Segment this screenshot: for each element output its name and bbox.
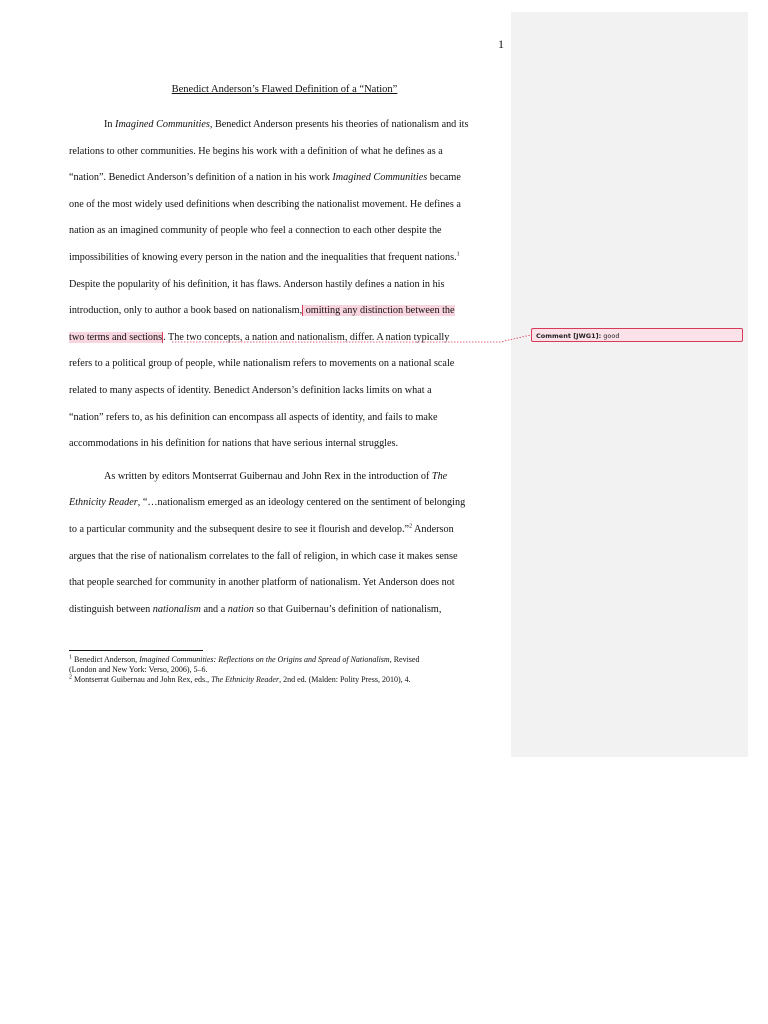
text-line[interactable]: introduction, only to author a book based on nationalism, omitting any distinction between the (69, 305, 455, 317)
footnote-1-continued[interactable]: (London and New York: Verso, 2006), 5–6. (69, 665, 208, 674)
text-line[interactable]: Ethnicity Reader, “…nationalism emerged as an ideology centered on the sentiment of belonging (69, 497, 466, 509)
commented-text-start[interactable]: omitting any distinction between the (303, 305, 455, 317)
footnote-separator (69, 650, 203, 651)
paragraph-1[interactable] (69, 112, 500, 458)
comment-text[interactable]: good (601, 332, 620, 340)
paragraph-2[interactable] (69, 464, 500, 624)
footnote-2[interactable]: $^2$ Montserrat Guibernau and John Rex, eds., The Ethnicity Reader, 2nd ed. (Malden: Polity Press, 2010), 4. (69, 674, 411, 684)
footnote-ref-1[interactable]: 1 (456, 251, 460, 258)
text-line[interactable]: “nation” refers to, as his definition can encompass all aspects of identity, and fails to make (69, 411, 438, 423)
text-line[interactable]: one of the most widely used definitions when describing the nationalist movement. He defines a (69, 198, 461, 210)
text-line[interactable]: relations to other communities. He begins his work with a definition of what he defines as a (69, 145, 443, 157)
text-line[interactable]: refers to a political group of people, while nationalism refers to movements on a national scale (69, 358, 455, 370)
text-line[interactable]: impossibilities of knowing every person in the nation and the inequalities that frequent nations.$^1$ (69, 251, 460, 263)
text-line[interactable]: In Imagined Communities, Benedict Anderson presents his theories of nationalism and its (104, 119, 469, 130)
text-line[interactable]: to a particular community and the subsequent desire to see it flourish and develop.”$^2$ Anderson (69, 523, 454, 535)
footnote-ref-2[interactable]: 2 (409, 523, 413, 530)
document-title[interactable]: Benedict Anderson’s Flawed Definition of a “Nation” (171, 84, 398, 95)
document-body[interactable] (69, 112, 500, 623)
text-line[interactable]: related to many aspects of identity. Benedict Anderson’s definition lacks limits on what a (69, 384, 432, 396)
text-line[interactable]: two terms and sections. The two concepts, a nation and nationalism, differ. A nation typically (69, 331, 450, 343)
commented-text-end[interactable]: two terms and sections (69, 331, 163, 343)
text-line[interactable]: argues that the rise of nationalism correlates to the fall of religion, in which case it makes sense (69, 550, 458, 562)
text-line[interactable]: distinguish between nationalism and a nation so that Guibernau’s definition of nationalism, (69, 603, 442, 615)
text-line[interactable]: accommodations in his definition for nations that have serious internal struggles. (69, 438, 399, 450)
comment-balloon[interactable] (531, 328, 743, 342)
text-line[interactable]: that people searched for community in another platform of nationalism. Yet Anderson does not (69, 577, 455, 589)
text-line[interactable]: “nation”. Benedict Anderson’s definition of a nation in his work Imagined Communities became (69, 172, 461, 184)
footnotes[interactable] (69, 655, 509, 685)
comment-pane (511, 12, 748, 757)
text-line[interactable]: As written by editors Montserrat Guibernau and John Rex in the introduction of The (104, 470, 448, 482)
footnote-1[interactable]: $^1$ Benedict Anderson, Imagined Communities: Reflections on the Origins and Spread of Nationalism, Revised (69, 654, 420, 664)
text-line[interactable]: Despite the popularity of his definition, it has flaws. Anderson hastily defines a nation in his (69, 278, 445, 290)
comment-author-label: Comment [JWG1]: (536, 332, 602, 340)
page-number: 1 (498, 37, 504, 51)
text-line[interactable]: nation as an imagined community of people who feel a connection to each other despite the (69, 225, 442, 237)
